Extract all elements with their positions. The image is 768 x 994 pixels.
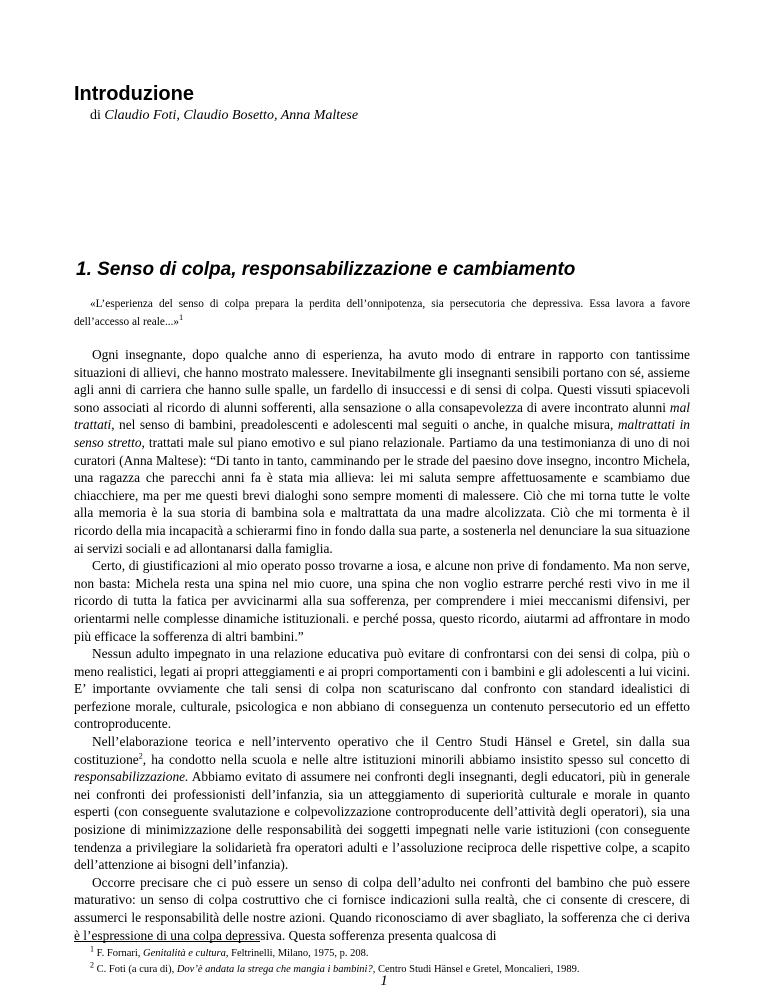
footnote-text: Centro Studi Hänsel e Gretel, Moncalieri, 1989. — [375, 963, 580, 975]
section-title: 1. Senso di colpa, responsabilizzazione e cambiamento — [76, 259, 576, 280]
footnote-title: Genitalità e cultura — [143, 948, 226, 959]
paragraph-4-part-d: Abbiamo evitato di assumere nei confronti degli insegnanti, degli educatori, più in generale nei confronti dei professionisti dell’infanzia, sia un atteggiamento di superiorità culturale e morale in quanto esperti (con conseguente svalutazione e colpevolizzazione controproducente dell’attività degli operatori), sia una posizione di minimizzazione delle responsabilità dei soggetti impegnati nelle varie istituzioni (con conseguente tendenza a privilegiare la solidarietà fra operatori adulti e l’assoluzione reciproca delle rispettive colpe, a scapito dell’attenzione ai bisogni dell’infanzia). — [74, 769, 690, 873]
authors-names: Claudio Foti, Claudio Bosetto, Anna Maltese — [104, 108, 359, 123]
authors-prefix: di — [90, 108, 105, 123]
footnote-text: F. Fornari, — [94, 948, 144, 959]
footnote-1 — [74, 946, 690, 962]
page-title: Introduzione — [74, 83, 194, 105]
paragraph-2: Certo, di giustificazioni al mio operato posso trovarne a iosa, e alcune non prive di fondamento. Ma non serve, non basta: Michela resta una spina nel mio cuore, una spina che non voglio estrarre perché resti vivo in me il ricordo di tutta la fatica per avvicinarmi alla sua sofferenza, per comprendere i miei meccanismi difensivi, per orientarmi nelle complesse dinamiche istituzionali. e perché possa, questo ricordo, aiutarmi ad affrontare in modo più efficace la sofferenza di altri bambini.” — [74, 558, 690, 644]
footnote-ref-1[interactable]: 1 — [179, 313, 184, 323]
epigraph — [74, 295, 690, 331]
paragraph-4 — [74, 733, 690, 874]
authors-line — [90, 107, 358, 124]
footnote-text: C. Foti (a cura di), — [94, 963, 177, 975]
footnote-title: Dov’è andata la strega che mangia i bambini?, — [176, 963, 376, 975]
page-number: 1 — [380, 973, 388, 989]
footnote-divider — [74, 941, 260, 942]
paragraph-1-part-c: , nel senso di bambini, preadolescenti e adolescenti mal seguiti o anche, in qualche misura, — [111, 417, 618, 433]
footnote-text: , Feltrinelli, Milano, 1975, p. 208. — [225, 948, 369, 959]
paragraph-1 — [74, 346, 690, 557]
footnote-number: 1 — [90, 944, 94, 954]
emphasis-responsabilizzazione: responsabilizzazione. — [74, 769, 189, 785]
emphasis-maltrattati: maltrattati in senso stretto, — [74, 417, 690, 450]
footnote-number: 2 — [90, 960, 94, 969]
emphasis-mal-trattati: mal trattati — [74, 399, 690, 433]
epigraph-text: «L’esperienza del senso di colpa prepara la perdita dell’onnipotenza, sia persecutoria che depressiva. Essa lavora a favore dell’accesso al reale...» — [74, 298, 690, 328]
paragraph-1-part-a: Ogni insegnante, dopo qualche anno di esperienza, ha avuto modo di entrare in rapporto con tantissime situazioni di allievi, che hanno mostrato malessere. Inevitabilmente gli insegnanti sensibili portano con sé, assieme agli anni di carriera che hanno sulle spalle, un fardello di insuccessi e di sensi di colpa. Questi vissuti spiacevoli sono associati al ricordo di alunni sofferenti, alla sensazione o alla consapevolezza di avere incontrato alunni — [74, 347, 690, 415]
paragraph-1-part-e: trattati male sul piano emotivo e sul piano relazionale. Partiamo da una testimonianza di uno di noi curatori (Anna Maltese): “Di tanto in tanto, camminando per le strade del paesino dove insegno, incontro Michela, una ragazza che parecchi anni fa è stata mia allieva: lei mi saluta sempre affettuosamente e scambiamo due chiacchiere, ma per me questi brevi dialoghi sono sempre momenti di malessere. Ciò che mi torna tutte le volte alla memoria è la sua storia di bambina sola e maltrattata da una madre alcolizzata. Ciò che mi tormenta è il ricordo della mia incapacità a schierarmi fino in fondo dalla sua parte, a sostenerla nel denunciare la sua situazione ai servizi sociali e ad allontanarsi dalla famiglia. — [74, 434, 690, 556]
body-text — [74, 346, 690, 944]
footnote-ref-2[interactable]: 2 — [138, 751, 143, 761]
paragraph-5: Occorre precisare che ci può essere un senso di colpa dell’adulto nei confronti del bambino che può essere maturativo: un senso di colpa costruttivo che ci fornisce indicazioni sulla realtà, che ci consente di crescere, di assumerci le responsabilità delle nostre azioni. Quando riconosciamo di aver sbagliato, la sofferenza che ci deriva è l’espressione di una colpa depressiva. Questa sofferenza presenta qualcosa di — [74, 874, 690, 943]
paragraph-4-part-a: Nell’elaborazione teorica e nell’intervento operativo che il Centro Studi Hänsel e Gretel, sin dalla sua costituzione — [74, 734, 690, 767]
paragraph-4-part-b: , ha condotto nella scuola e nelle altre istituzioni minorili abbiamo insistito spesso sul concetto di — [142, 751, 690, 767]
paragraph-3: Nessun adulto impegnato in una relazione educativa può evitare di confrontarsi con dei sensi di colpa, più o meno realistici, legati ai propri atteggiamenti e ai propri comportamenti con i bambini e gli adolescenti a lui vicini. E’ importante ovviamente che tali sensi di colpa non scaturiscano dal confronto con standard idealistici di perfezione morale, culturale, psicologica e non abbiano di conseguenza un contenuto persecutorio ed un effetto controproducente. — [74, 646, 690, 732]
